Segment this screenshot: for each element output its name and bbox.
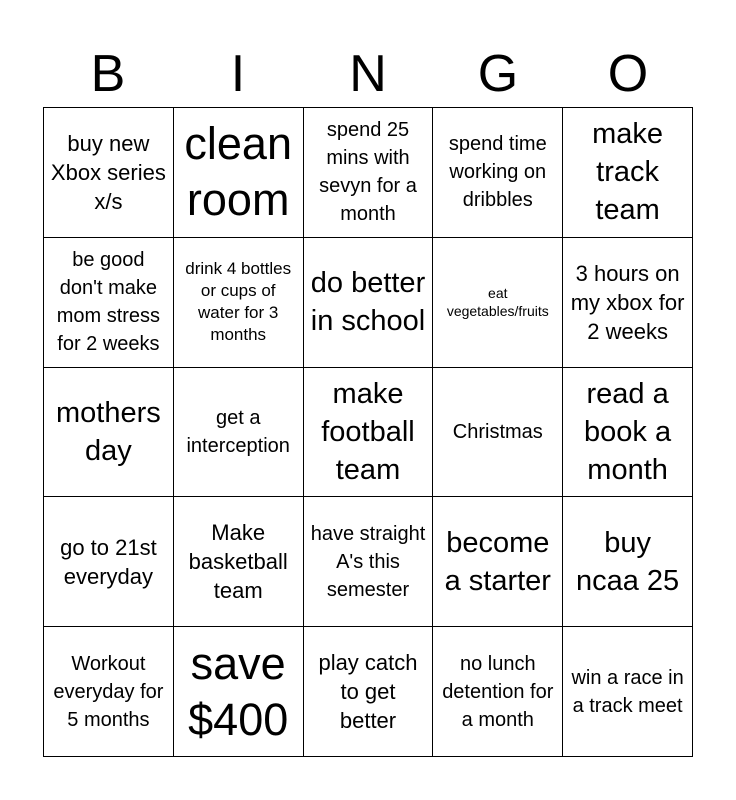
bingo-cell[interactable] xyxy=(44,368,174,498)
cell-text: mothers day xyxy=(56,396,161,467)
cell-text: read a book a month xyxy=(584,377,672,486)
cell-text: make football team xyxy=(321,377,415,486)
cell-text: make track team xyxy=(592,118,664,227)
cell-text: Christmas xyxy=(452,420,543,443)
cell-text: do better in school xyxy=(310,267,426,338)
cell-text: play catch to get better xyxy=(318,650,418,734)
bingo-cell[interactable] xyxy=(44,497,174,627)
cell-text: drink 4 bottles or cups of water for 3 months xyxy=(185,259,292,345)
cell-text: win a race in a track meet xyxy=(571,666,684,717)
cell-text: go to 21st everyday xyxy=(60,534,157,589)
header-letter-n: N xyxy=(349,45,387,103)
bingo-cell[interactable] xyxy=(563,368,693,498)
bingo-cell[interactable] xyxy=(563,108,693,238)
cell-text: Make basketball team xyxy=(188,520,288,604)
cell-text: spend time working on dribbles xyxy=(448,133,547,212)
bingo-cell[interactable] xyxy=(304,497,434,627)
cell-text: buy ncaa 25 xyxy=(575,526,680,597)
header-letter-g: G xyxy=(477,45,519,103)
cell-text: be good don't make mom stress for 2 weeks xyxy=(56,249,161,356)
bingo-cell[interactable] xyxy=(174,238,304,368)
cell-text: have straight A's this semester xyxy=(310,522,426,601)
bingo-grid xyxy=(43,107,693,757)
cell-text: spend 25 mins with sevyn for a month xyxy=(319,119,417,226)
bingo-cell[interactable] xyxy=(563,497,693,627)
header-letter-o: O xyxy=(607,45,649,103)
cell-text: eat vegetables/fruits xyxy=(446,285,549,320)
cell-text: clean room xyxy=(184,118,292,226)
bingo-cell[interactable] xyxy=(174,108,304,238)
bingo-cell[interactable] xyxy=(304,368,434,498)
bingo-cell[interactable] xyxy=(304,108,434,238)
bingo-cell[interactable] xyxy=(44,238,174,368)
bingo-cell[interactable] xyxy=(433,497,563,627)
cell-text: no lunch detention for a month xyxy=(442,652,554,731)
bingo-cell[interactable] xyxy=(174,497,304,627)
cell-text: Workout everyday for 5 months xyxy=(53,652,164,731)
bingo-cell[interactable] xyxy=(304,627,434,757)
bingo-header xyxy=(43,40,693,108)
bingo-cell[interactable] xyxy=(563,238,693,368)
bingo-cell[interactable] xyxy=(433,368,563,498)
bingo-cell[interactable] xyxy=(433,238,563,368)
header-letter-i: I xyxy=(230,45,246,103)
bingo-cell[interactable] xyxy=(433,627,563,757)
header-letter-b: B xyxy=(90,45,126,103)
cell-text: 3 hours on my xbox for 2 weeks xyxy=(570,260,685,344)
bingo-cell[interactable] xyxy=(563,627,693,757)
cell-text: buy new Xbox series x/s xyxy=(50,130,166,214)
cell-text: become a starter xyxy=(444,526,551,597)
bingo-cell[interactable] xyxy=(433,108,563,238)
bingo-cell[interactable] xyxy=(304,238,434,368)
bingo-cell[interactable] xyxy=(44,108,174,238)
bingo-cell[interactable] xyxy=(174,368,304,498)
bingo-cell[interactable] xyxy=(44,627,174,757)
bingo-cell[interactable] xyxy=(174,627,304,757)
cell-text: get a interception xyxy=(186,406,290,457)
cell-text: save $400 xyxy=(188,637,289,745)
